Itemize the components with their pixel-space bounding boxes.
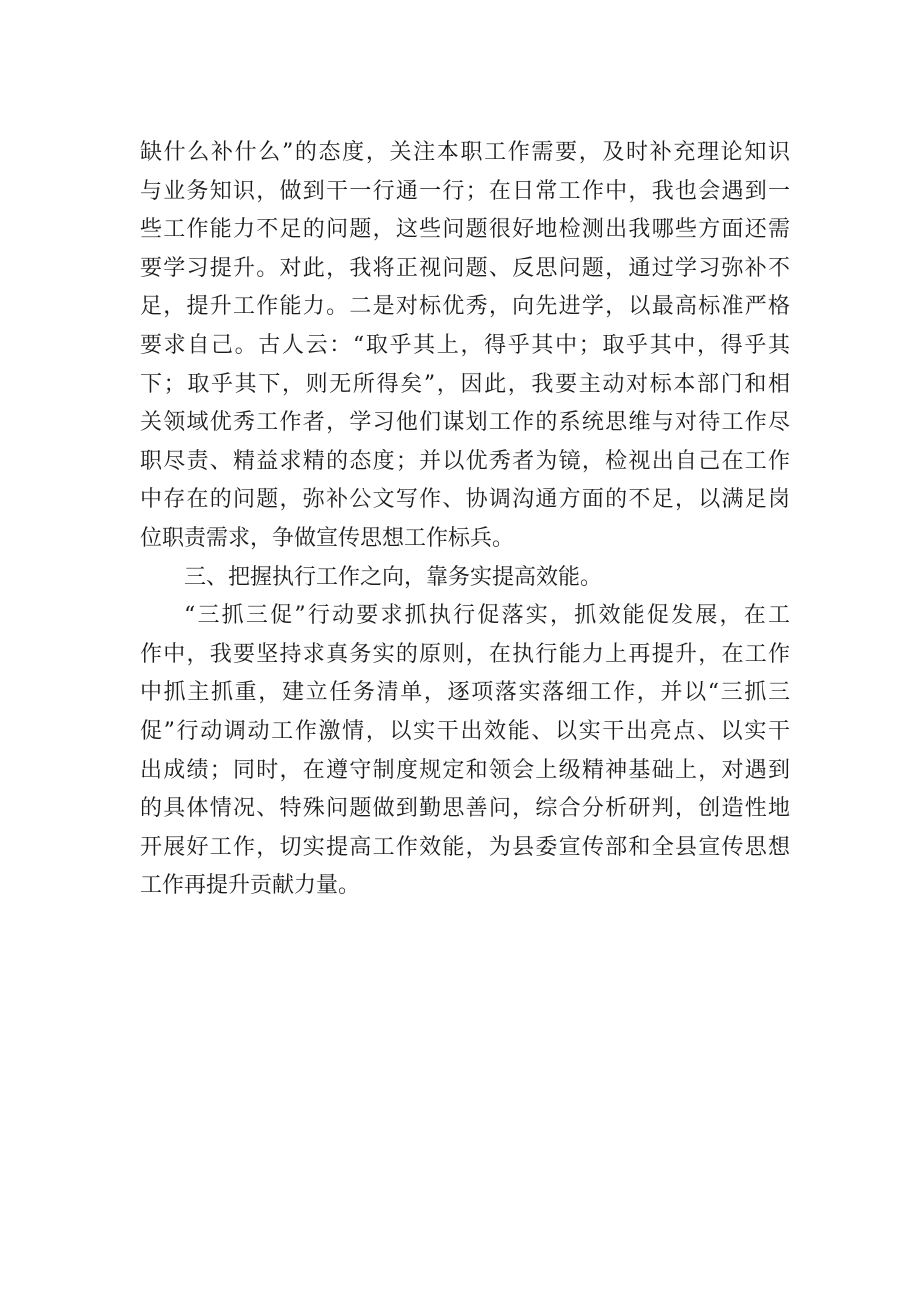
text-line: 出成绩；同时，在遵守制度规定和领会上级精神基础上，对遇到 bbox=[140, 757, 790, 783]
paragraph-continuation bbox=[140, 134, 790, 559]
text-line: 缺什么补什么”的态度，关注本职工作需要，及时补充理论知识 bbox=[140, 140, 790, 165]
text-line: “三抓三促”行动要求抓执行促落实，抓效能促发展，在工 bbox=[184, 603, 790, 629]
text-line: 足，提升工作能力。二是对标优秀，向先进学，以最高标准严格 bbox=[140, 294, 790, 320]
text-line: 中存在的问题，弥补公文写作、协调沟通方面的不足，以满足岗 bbox=[140, 487, 790, 513]
text-line: 些工作能力不足的问题，这些问题很好地检测出我哪些方面还需 bbox=[140, 217, 790, 243]
text-line: 促”行动调动工作激情，以实干出效能、以实干出亮点、以实干 bbox=[140, 718, 790, 744]
text-line: 工作再提升贡献力量。 bbox=[140, 873, 361, 899]
text-line: 开展好工作，切实提高工作效能，为县委宣传部和全县宣传思想 bbox=[140, 834, 790, 860]
text-line: 要学习提升。对此，我将正视问题、反思问题，通过学习弥补不 bbox=[140, 255, 790, 281]
text-line: 位职责需求，争做宣传思想工作标兵。 bbox=[140, 525, 515, 551]
text-line: 与业务知识，做到干一行通一行；在日常工作中，我也会遇到一 bbox=[140, 178, 790, 204]
section-heading: 三、把握执行工作之向，靠务实提高效能。 bbox=[184, 564, 603, 590]
text-line: 下；取乎其下，则无所得矣”，因此，我要主动对标本部门和相 bbox=[140, 371, 790, 397]
text-line: 作中，我要坚持求真务实的原则，在执行能力上再提升，在工作 bbox=[140, 641, 790, 667]
text-line: 关领域优秀工作者，学习他们谋划工作的系统思维与对待工作尽 bbox=[140, 410, 790, 436]
text-line: 职尽责、精益求精的态度；并以优秀者为镜，检视出自己在工作 bbox=[140, 448, 790, 474]
section-paragraph bbox=[140, 597, 790, 906]
text-line: 中抓主抓重，建立任务清单，逐项落实落细工作，并以“三抓三 bbox=[140, 680, 790, 706]
text-line: 的具体情况、特殊问题做到勤思善问，综合分析研判，创造性地 bbox=[140, 796, 790, 822]
body-text bbox=[140, 134, 790, 906]
text-line: 要求自己。古人云：“取乎其上，得乎其中；取乎其中，得乎其 bbox=[140, 332, 790, 358]
